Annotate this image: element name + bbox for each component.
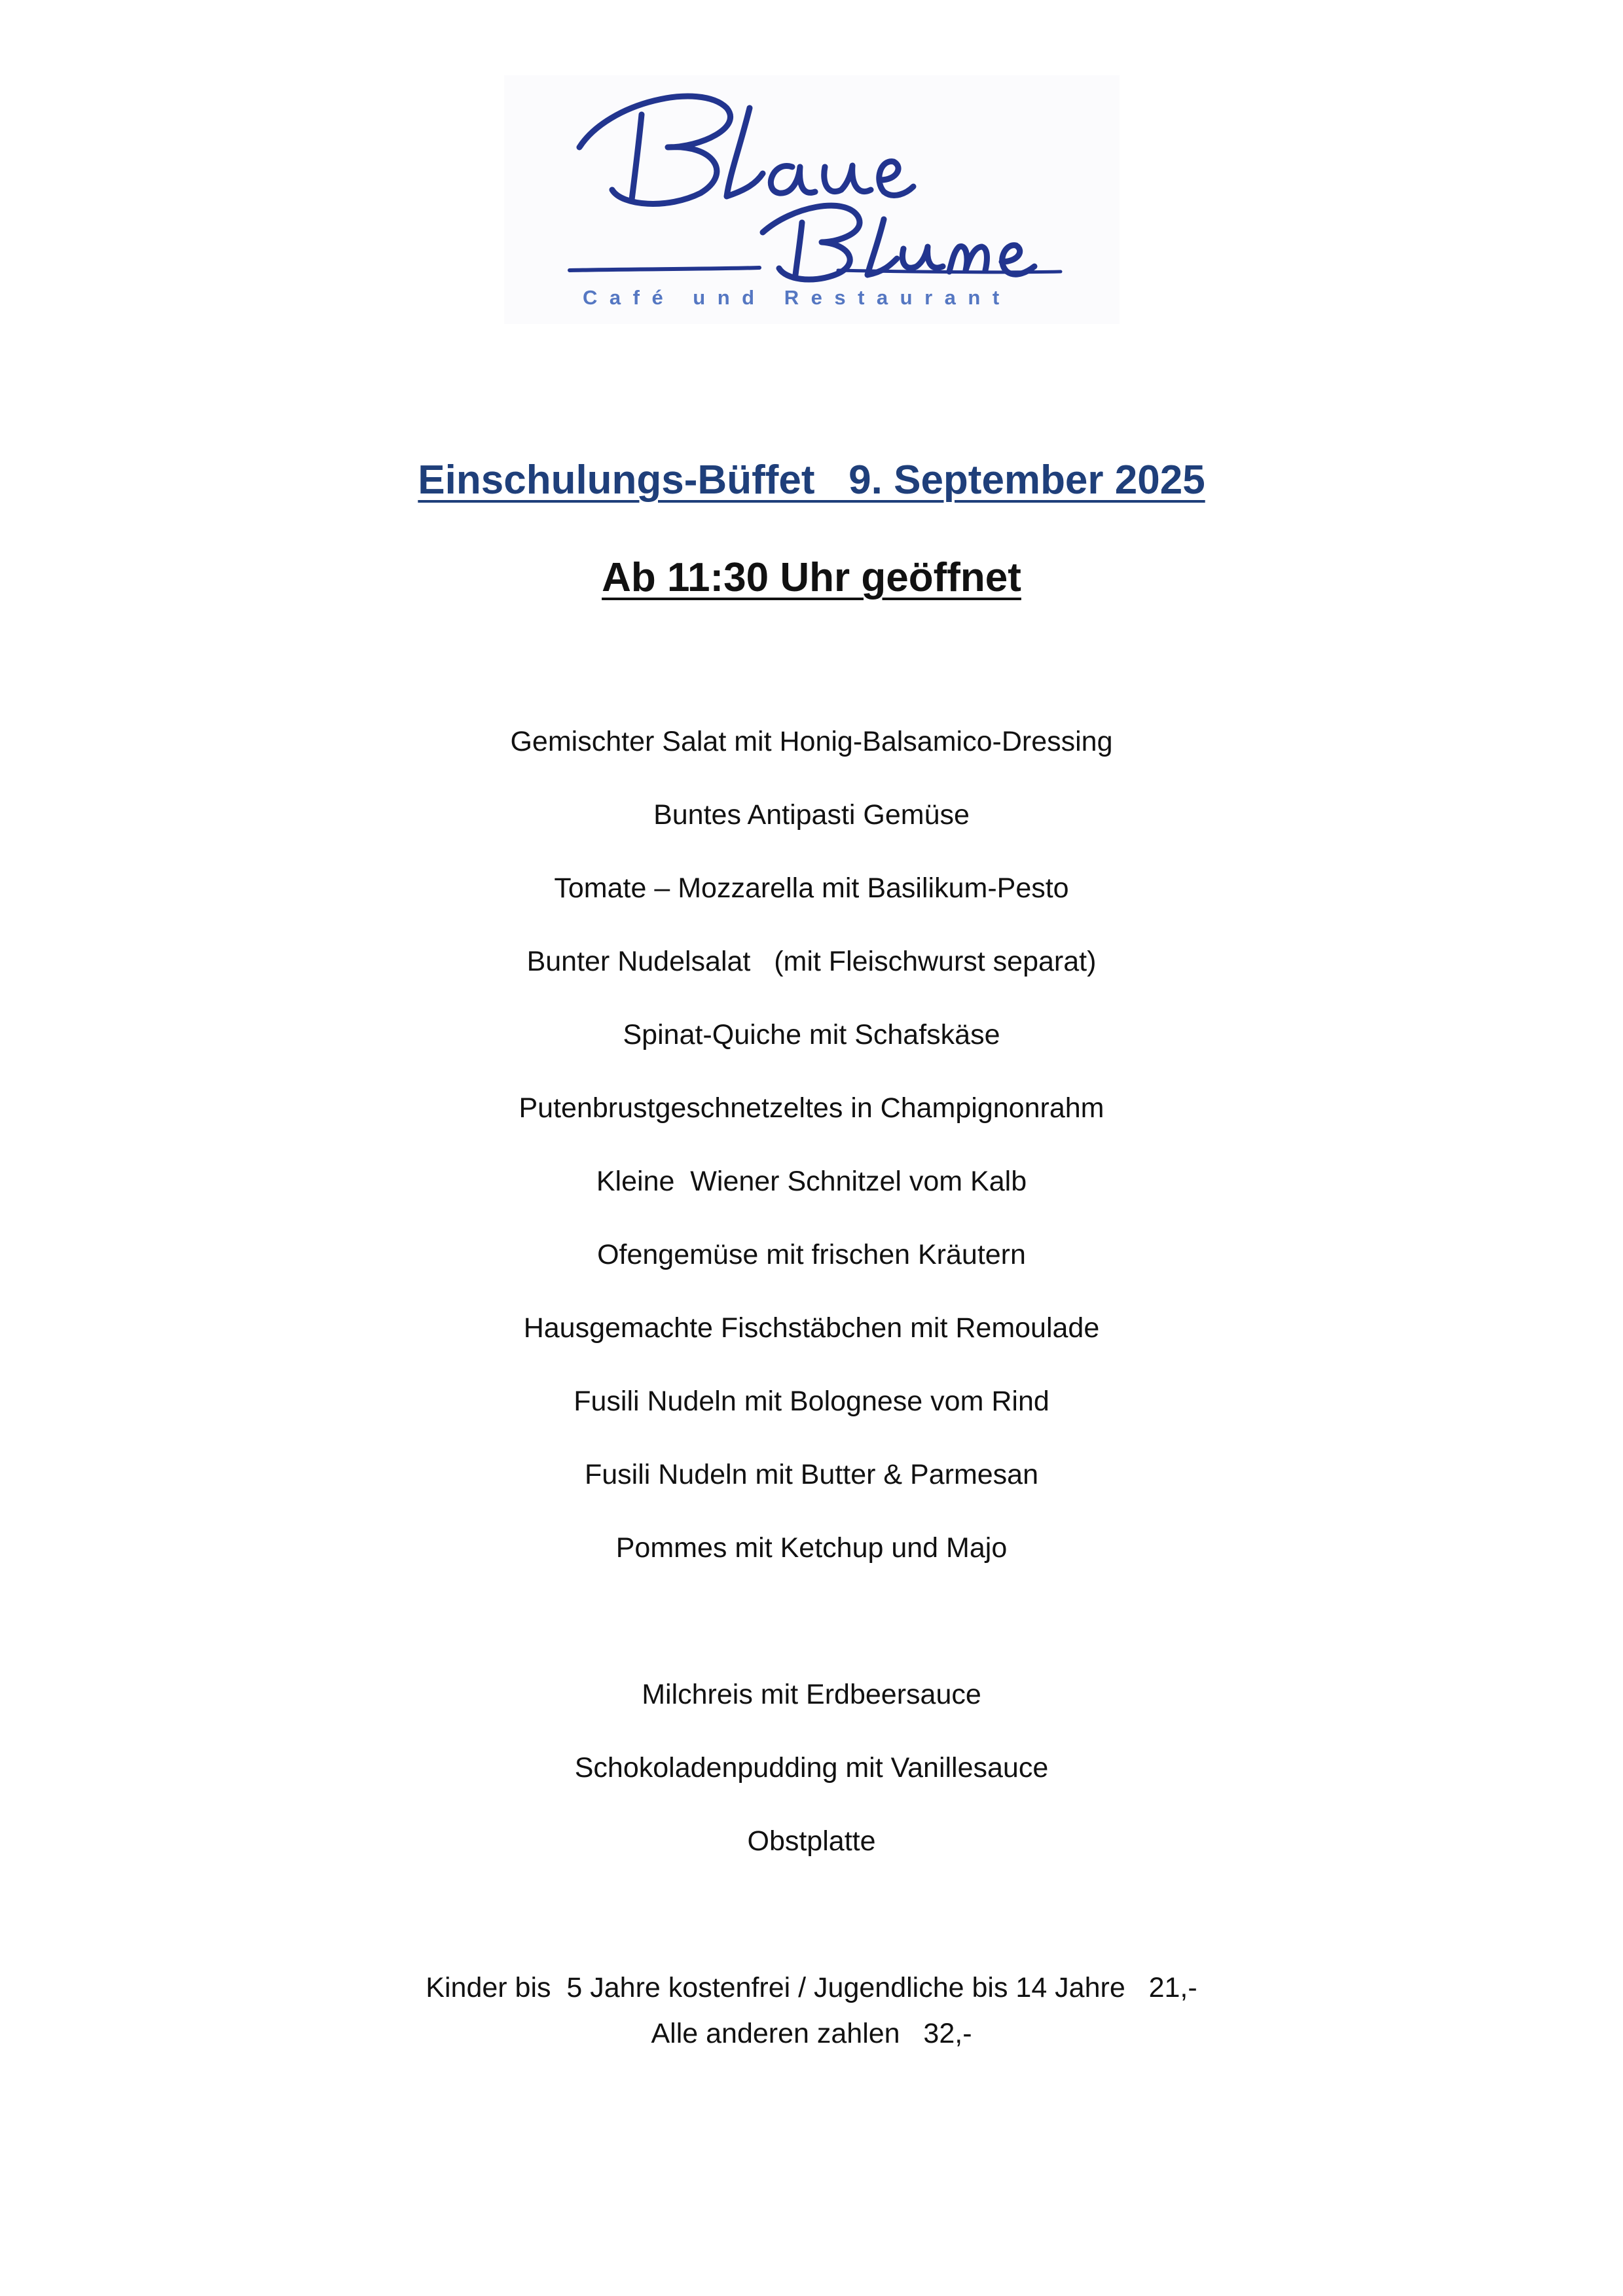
logo-subtitle: Café und Restaurant — [583, 286, 1012, 309]
dessert-item: Milchreis mit Erdbeersauce — [642, 1679, 981, 1710]
opening-time: Ab 11:30 Uhr geöffnet — [602, 555, 1021, 600]
price-line-children: Kinder bis 5 Jahre kostenfrei / Jugendliche bis 14 Jahre 21,- — [426, 1972, 1197, 2003]
menu-item: Fusili Nudeln mit Bolognese vom Rind — [574, 1386, 1049, 1417]
menu-item: Fusili Nudeln mit Butter & Parmesan — [584, 1459, 1039, 1490]
restaurant-logo — [504, 75, 1120, 324]
menu-item: Kleine Wiener Schnitzel vom Kalb — [596, 1166, 1027, 1197]
price-line-adults: Alle anderen zahlen 32,- — [651, 2018, 972, 2049]
page-title: Einschulungs-Büffet 9. September 2025 — [418, 457, 1205, 503]
menu-item: Hausgemachte Fischstäbchen mit Remoulade — [523, 1312, 1100, 1344]
menu-item: Putenbrustgeschnetzeltes in Champignonrahm — [519, 1092, 1104, 1124]
menu-item: Gemischter Salat mit Honig-Balsamico-Dressing — [510, 726, 1113, 757]
menu-item: Pommes mit Ketchup und Majo — [615, 1532, 1008, 1564]
menu-item: Buntes Antipasti Gemüse — [653, 799, 970, 831]
dessert-item: Schokoladenpudding mit Vanillesauce — [574, 1752, 1049, 1784]
menu-item: Spinat-Quiche mit Schafskäse — [623, 1019, 1000, 1050]
menu-item: Bunter Nudelsalat (mit Fleischwurst separat) — [526, 946, 1097, 977]
dessert-item: Obstplatte — [747, 1825, 876, 1857]
menu-item: Tomate – Mozzarella mit Basilikum-Pesto — [554, 872, 1069, 904]
menu-item: Ofengemüse mit frischen Kräutern — [597, 1239, 1026, 1270]
